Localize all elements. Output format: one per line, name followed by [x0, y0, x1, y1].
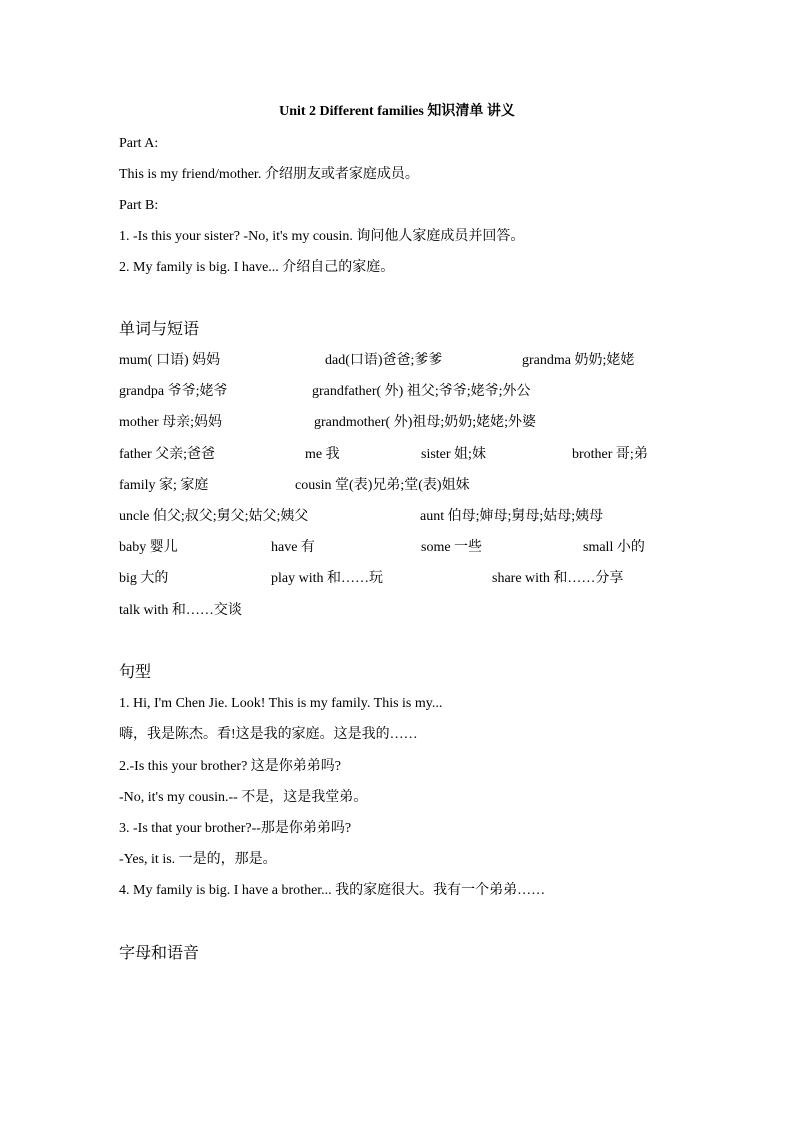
vocab-item: family 家; 家庭 [119, 478, 209, 493]
vocab-item: play with 和……玩 [271, 571, 383, 586]
sentence-line: 4. My family is big. I have a brother... 我的家庭很大。我有一个弟弟…… [119, 883, 546, 898]
vocab-item: uncle 伯父;叔父;舅父;姑父;姨父 [119, 509, 309, 524]
vocab-item: talk with 和……交谈 [119, 603, 242, 618]
sentence-line: -No, it's my cousin.-- 不是，这是我堂弟。 [119, 790, 368, 805]
phonics-heading: 字母和语音 [119, 945, 200, 962]
vocab-item: small 小的 [583, 540, 645, 555]
vocab-item: grandmother( 外)祖母;奶奶;姥姥;外婆 [314, 415, 537, 430]
sentence-line: 2.-Is this your brother? 这是你弟弟吗? [119, 759, 342, 774]
vocab-item: big 大的 [119, 571, 169, 586]
sentences-heading: 句型 [119, 664, 152, 681]
vocab-item: aunt 伯母;婶母;舅母;姑母;姨母 [420, 509, 604, 524]
vocab-item: grandma 奶奶;姥姥 [522, 353, 635, 368]
document-title: Unit 2 Different families 知识清单 讲义 [279, 104, 515, 119]
vocab-heading: 单词与短语 [119, 321, 200, 338]
vocab-item: father 父亲;爸爸 [119, 447, 216, 462]
sentence-line: 嗨，我是陈杰。看!这是我的家庭。这是我的…… [119, 727, 418, 742]
vocab-item: brother 哥;弟 [572, 447, 648, 462]
vocab-item: me 我 [305, 447, 340, 462]
sentence-line: 3. -Is that your brother?--那是你弟弟吗? [119, 821, 352, 836]
part-b-line: 2. My family is big. I have... 介绍自己的家庭。 [119, 260, 395, 275]
vocab-item: grandfather( 外) 祖父;爷爷;姥爷;外公 [312, 384, 531, 399]
vocab-item: dad(口语)爸爸;爹爹 [325, 353, 443, 368]
part-b-line: 1. -Is this your sister? -No, it's my cousin. 询问他人家庭成员并回答。 [119, 229, 525, 244]
vocab-item: mother 母亲;妈妈 [119, 415, 223, 430]
vocab-item: baby 婴儿 [119, 540, 178, 555]
vocab-item: mum( 口语) 妈妈 [119, 353, 221, 368]
sentence-line: 1. Hi, I'm Chen Jie. Look! This is my family. This is my... [119, 696, 443, 711]
vocab-item: share with 和……分享 [492, 571, 624, 586]
vocab-item: some 一些 [421, 540, 483, 555]
part-a-line: This is my friend/mother. 介绍朋友或者家庭成员。 [119, 167, 419, 182]
vocab-item: have 有 [271, 540, 315, 555]
vocab-item: grandpa 爷爷;姥爷 [119, 384, 228, 399]
vocab-item: sister 姐;妹 [421, 447, 486, 462]
vocab-item: cousin 堂(表)兄弟;堂(表)姐妹 [295, 478, 470, 493]
sentence-line: -Yes, it is. 一是的，那是。 [119, 852, 277, 867]
part-b-label: Part B: [119, 198, 159, 213]
part-a-label: Part A: [119, 136, 159, 151]
